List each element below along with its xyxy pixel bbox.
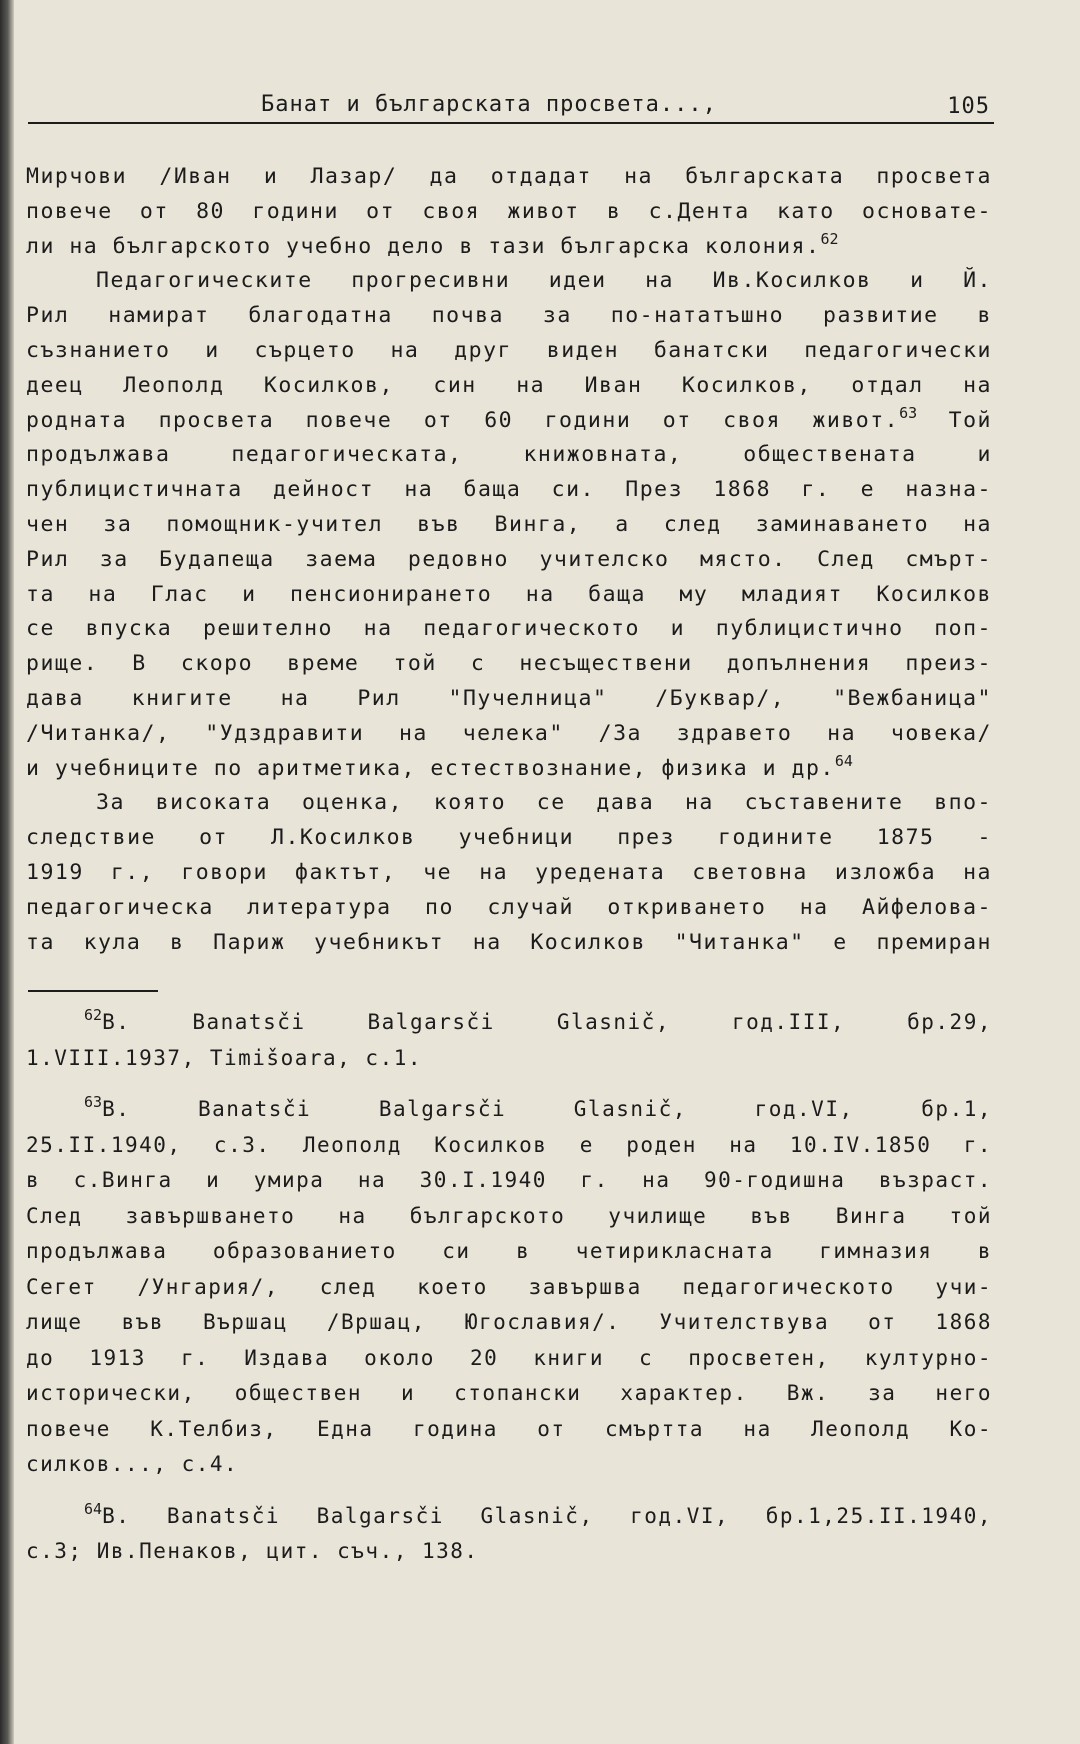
footnote-line: силков..., с.4. <box>26 1452 239 1476</box>
footnote-line: продължава образованието си в четирикласната гимназия в <box>26 1239 992 1263</box>
footnote-line: Сегет /Унгария/, след което завършва педагогическото учи- <box>26 1274 992 1299</box>
text-line-content: родната просвета повече от 60 години от своя живот. <box>26 407 900 433</box>
footnote-line: с.3; Ив.Пенаков, цит. съч., 138. <box>26 1539 479 1563</box>
text-line: деец Леополд Косилков, син на Иван Косилков, отдал на <box>26 372 992 398</box>
footnote-ref-64[interactable]: 64 <box>834 751 853 770</box>
text-line: продължава педагогическата, книжовната, обществената и <box>26 442 992 468</box>
footnote-line <box>26 1005 992 1041</box>
text-line: Мирчови /Иван и Лазар/ да отдадат на българската просвета <box>26 164 992 189</box>
text-line <box>26 752 992 787</box>
footnote-separator <box>28 990 158 992</box>
footnote-63 <box>26 1092 992 1483</box>
text-line: чен за помощник-учител във Винга, а след заминаването на <box>26 511 992 537</box>
footnote-line <box>26 1092 992 1128</box>
footnote-62 <box>26 1005 992 1076</box>
footnote-text: B. Banatsči Balgarsči Glasnič, год.VI, бр.1, <box>102 1097 992 1121</box>
page-number: 105 <box>947 94 990 119</box>
footnote-number: 62 <box>84 1006 103 1024</box>
text-line-content: и учебниците по аритметика, естествознание, физика и др. <box>26 755 835 781</box>
text-line: съзнанието и сърцето на друг виден банатски педагогически <box>26 337 992 363</box>
text-line: 1919 г., говори фактът, че на уредената световна изложба на <box>26 859 992 885</box>
text-line: се впуска решително на педагогическото и публицистично поп- <box>26 616 992 642</box>
footnote-line <box>26 1499 992 1535</box>
running-title: Банат и българската просвета..., <box>261 92 717 117</box>
text-line <box>26 404 992 439</box>
text-line: та кула в Париж учебникът на Косилков "Читанка" е премиран <box>26 929 992 955</box>
footnote-line: в с.Винга и умира на 30.I.1940 г. на 90-годишна възраст. <box>26 1168 992 1192</box>
footnote-text: B. Banatsči Balgarsči Glasnič, год.III, бр.29, <box>102 1010 992 1034</box>
text-line: педагогическа литература по случай откриването на Айфелова- <box>26 894 992 920</box>
text-line <box>26 230 992 265</box>
paragraph-start: За високата оценка, която се дава на съставените впо- <box>96 790 992 816</box>
text-line: /Читанка/, "Удздравити на челека" /За здравето на човека/ <box>26 720 992 746</box>
footnote-line: повече К.Телбиз, Една година от смъртта на Леополд Ко- <box>26 1416 992 1441</box>
footnote-text: B. Banatsči Balgarsči Glasnič, год.VI, бр.1,25.II.1940, <box>102 1503 992 1528</box>
text-line: рище. В скоро време той с несъществени допълнения преиз- <box>26 651 992 677</box>
text-line: дава книгите на Рил "Пучелница" /Буквар/, "Вежбаница" <box>26 685 992 711</box>
footnote-line: до 1913 г. Издава около 20 книги с просветен, културно- <box>26 1345 992 1370</box>
text-line-content: ли на българското учебно дело в тази българска колония. <box>26 233 821 259</box>
text-line: повече от 80 години от своя живот в с.Дента като основате- <box>26 198 992 224</box>
running-header <box>28 88 994 124</box>
paragraph-start: Педагогическите прогресивни идеи на Ив.Косилков и Й. <box>96 268 992 294</box>
text-line-tail: Той <box>917 407 992 433</box>
footnote-number: 64 <box>84 1499 103 1518</box>
footnote-line: лище във Вършац /Вршац, Югославия/. Учителствува от 1868 <box>26 1310 992 1334</box>
text-line: Рил за Будапеща заема редовно учителско място. След смърт- <box>26 546 992 572</box>
footnotes <box>26 1005 992 1578</box>
footnote-number: 63 <box>84 1093 103 1111</box>
text-line: публицистичната дейност на баща си. През 1868 г. е назна- <box>26 477 992 503</box>
main-text <box>26 160 992 960</box>
footnote-line: 1.VIII.1937, Timišoara, с.1. <box>26 1045 423 1070</box>
book-page <box>26 0 1066 1744</box>
text-line: та на Глас и пенсионирането на баща му младият Косилков <box>26 581 992 607</box>
footnote-64 <box>26 1499 992 1570</box>
footnote-ref-62[interactable]: 62 <box>820 229 839 248</box>
footnote-line: исторически, обществен и стопански характер. Вж. за него <box>26 1381 992 1405</box>
footnote-line: След завършването на българското училище във Винга той <box>26 1203 992 1228</box>
footnote-line: 25.II.1940, с.3. Леополд Косилков е роден на 10.IV.1850 г. <box>26 1132 992 1157</box>
footnote-ref-63[interactable]: 63 <box>899 403 918 422</box>
book-binding-edge <box>0 0 14 1744</box>
text-line: Рил намират благодатна почва за по-нататъшно развитие в <box>26 303 992 329</box>
text-line: следствие от Л.Косилков учебници през годините 1875 - <box>26 825 992 851</box>
